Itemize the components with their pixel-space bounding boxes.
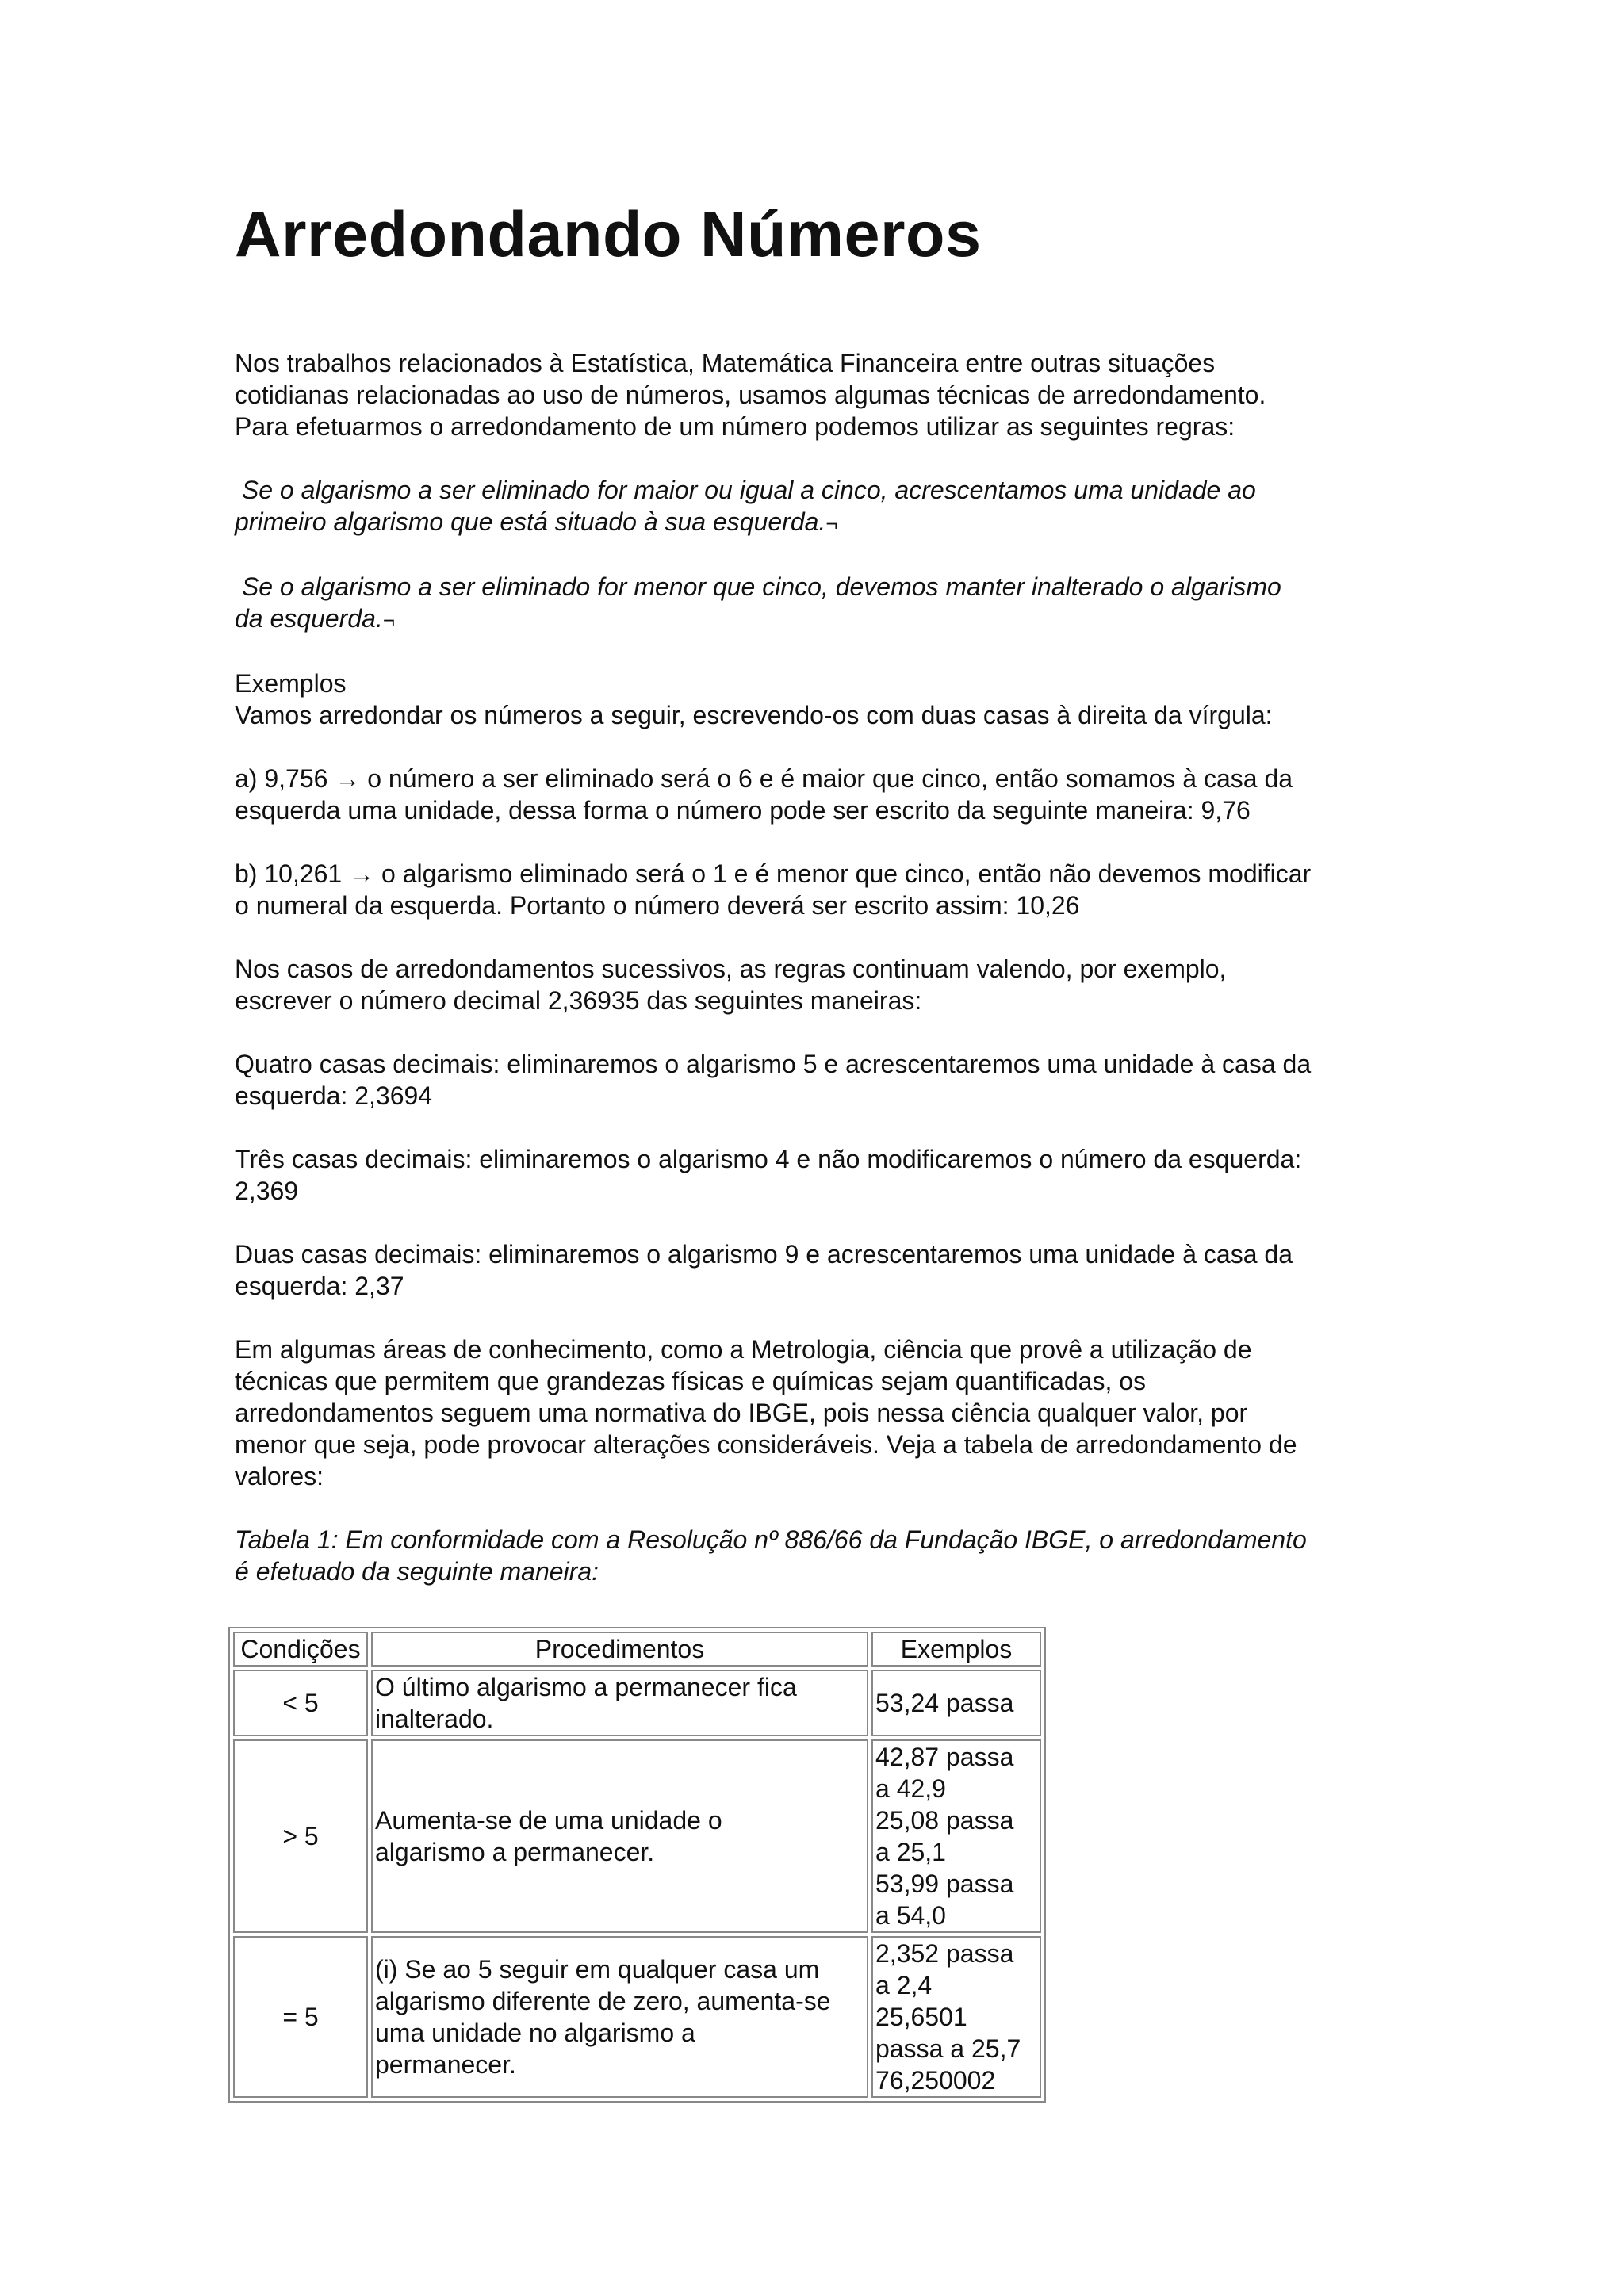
document-body [235,347,1424,1587]
not-sign-icon: ¬ [825,511,838,535]
successive-rounding: Nos casos de arredondamentos sucessivos, as regras continuam valendo, por exemplo, escrever o número decimal 2,36935 das seguintes maneiras: [235,955,1227,1015]
four-decimal-places: Quatro casas decimais: eliminaremos o algarismo 5 e acrescentaremos uma unidade à casa da esquerda: 2,3694 [235,1050,1312,1110]
page-title: Arredondando Números [235,199,982,270]
table-row [233,1936,1041,2098]
table-header-row [233,1632,1041,1667]
examples-cell: 2,352 passa a 2,4 25,6501 passa a 25,7 76,250002 [871,1936,1041,2098]
table-row [233,1670,1041,1736]
rounding-table [228,1627,1046,2103]
procedure-cell: Aumenta-se de uma unidade o algarismo a permanecer. [371,1739,868,1933]
condition-cell: < 5 [233,1670,368,1736]
condition-cell: = 5 [233,1936,368,2098]
condition-cell: > 5 [233,1739,368,1933]
two-decimal-places: Duas casas decimais: eliminaremos o algarismo 9 e acrescentaremos uma unidade à casa da esquerda: 2,37 [235,1240,1293,1300]
not-sign-icon: ¬ [382,608,395,632]
intro-paragraph: Nos trabalhos relacionados à Estatística, Matemática Financeira entre outras situações cotidianas relacionadas ao uso de números, usamos algumas técnicas de arredondamento. Para efetuarmos o arredondamento de um número podemos utilizar as seguintes regras: [235,349,1266,441]
example-a: a) 9,756 → o número a ser eliminado será o 6 e é maior que cinco, então somamos à casa da esquerda uma unidade, dessa forma o número pode ser escrito da seguinte maneira: 9,76 [235,764,1293,825]
table-row [233,1739,1041,1933]
three-decimal-places: Três casas decimais: eliminaremos o algarismo 4 e não modificaremos o número da esquerda: 2,369 [235,1145,1302,1205]
metrology-paragraph: Em algumas áreas de conhecimento, como a Metrologia, ciência que provê a utilização de técnicas que permitem que grandezas físicas e químicas sejam quantificadas, os arredondamentos seguem uma normativa do IBGE, pois nessa ciência qualquer valor, por menor que seja, pode provocar alterações consideráveis. Veja a tabela de arredondamento de valores: [235,1335,1297,1490]
examples-intro: Exemplos Vamos arredondar os números a seguir, escrevendo-os com duas casas à direita da vírgula: [235,669,1273,729]
procedure-cell: (i) Se ao 5 seguir em qualquer casa um algarismo diferente de zero, aumenta-se uma unidade no algarismo a permanecer. [371,1936,868,2098]
table-caption: Tabela 1: Em conformidade com a Resolução nº 886/66 da Fundação IBGE, o arredondamento é efetuado da seguinte maneira: [235,1525,1307,1586]
rule-less-than-five: Se o algarismo a ser eliminado for menor que cinco, devemos manter inalterado o algarismo da esquerda.¬ [235,572,1281,633]
example-b: b) 10,261 → o algarismo eliminado será o 1 e é menor que cinco, então não devemos modificar o numeral da esquerda. Portanto o número deverá ser escrito assim: 10,26 [235,859,1312,920]
header-conditions: Condições [233,1632,368,1667]
rule-greater-or-equal-five: Se o algarismo a ser eliminado for maior ou igual a cinco, acrescentamos uma unidade ao primeiro algarismo que está situado à sua esquerda.¬ [235,476,1256,536]
examples-cell: 42,87 passa a 42,9 25,08 passa a 25,1 53,99 passa a 54,0 [871,1739,1041,1933]
examples-cell: 53,24 passa [871,1670,1041,1736]
header-procedures: Procedimentos [371,1632,868,1667]
header-examples: Exemplos [871,1632,1041,1667]
procedure-cell: O último algarismo a permanecer fica inalterado. [371,1670,868,1736]
